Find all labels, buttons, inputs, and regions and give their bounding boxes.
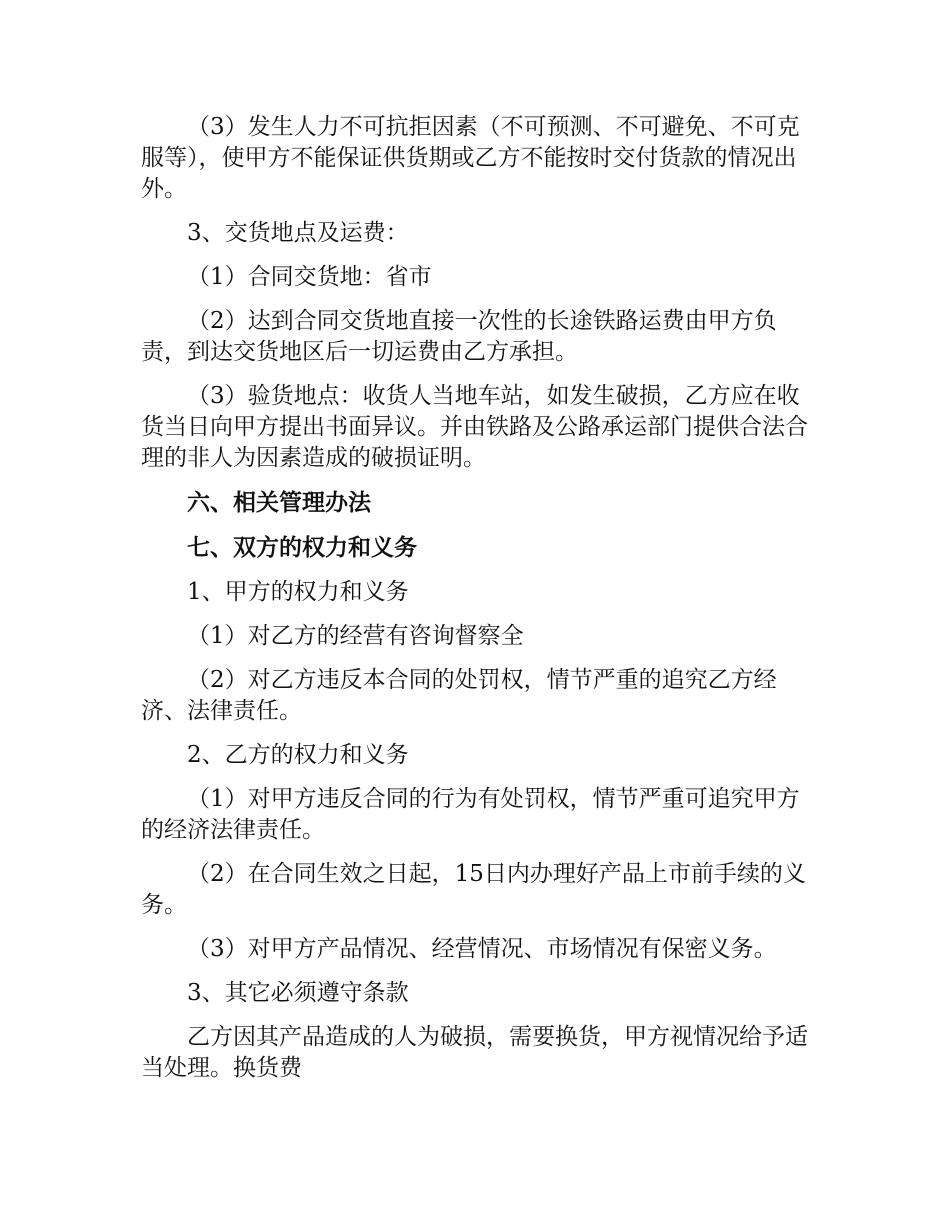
paragraph-party-b-right-2: （2）在合同生效之日起，15日内办理好产品上市前手续的义务。 [141, 861, 806, 918]
paragraph-other-terms-heading: 3、其它必须遵守条款 [187, 980, 409, 1006]
paragraph-party-a-right-1: （1）对乙方的经营有咨询督察全 [187, 623, 524, 649]
paragraph-freight-responsibility: （2）达到合同交货地直接一次性的长途铁路运费由甲方负责，到达交货地区后一切运费由乙方承担。 [141, 308, 777, 365]
section-heading-rights-obligations: 七、双方的权力和义务 [187, 534, 417, 561]
paragraph-party-a-right-2: （2）对乙方违反本合同的处罚权，情节严重的追究乙方经济、法律责任。 [141, 667, 777, 724]
paragraph-inspection-location: （3）验货地点：收货人当地车站，如发生破损，乙方应在收货当日向甲方提出书面异议。并由铁路及公路承运部门提供合法合理的非人为因素造成的破损证明。 [141, 383, 808, 471]
paragraph-delivery-location-heading: 3、交货地点及运费： [187, 220, 409, 246]
paragraph-party-b-rights-heading: 2、乙方的权力和义务 [187, 742, 409, 768]
paragraph-party-a-rights-heading: 1、甲方的权力和义务 [187, 579, 409, 605]
section-heading-management: 六、相关管理办法 [187, 489, 371, 516]
paragraph-exchange-terms: 乙方因其产品造成的人为破损，需要换货，甲方视情况给予适当处理。换货费 [141, 1024, 808, 1081]
document-page [141, 112, 816, 1097]
paragraph-party-b-right-1: （1）对甲方违反合同的行为有处罚权，情节严重可追究甲方的经济法律责任。 [141, 786, 800, 843]
paragraph-force-majeure: （3）发生人力不可抗拒因素（不可预测、不可避免、不可克服等），使甲方不能保证供货期或乙方不能按时交付货款的情况出外。 [141, 114, 800, 202]
paragraph-party-b-right-3: （3）对甲方产品情况、经营情况、市场情况有保密义务。 [187, 936, 777, 962]
paragraph-delivery-place: （1）合同交货地：省市 [187, 264, 432, 290]
